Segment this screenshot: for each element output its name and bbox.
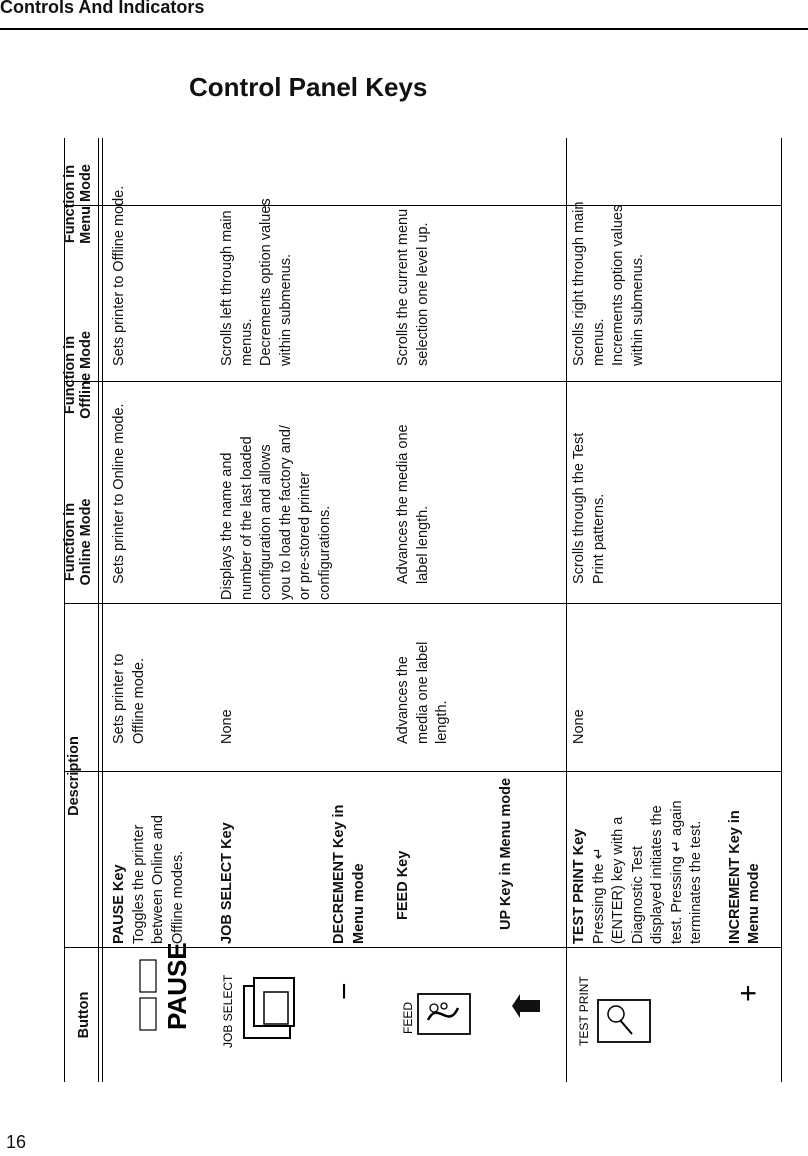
description-line: (ENTER) key with a [610, 816, 626, 944]
pause-key-title: PAUSE Key [111, 864, 127, 944]
row-rule [64, 205, 782, 206]
test-print-key-title: TEST PRINT Key [571, 828, 587, 944]
header-menu-line: Function in [62, 164, 78, 244]
cell-line: Sets printer to [111, 653, 127, 744]
job-select-menu [218, 198, 296, 366]
cell-line: selection one level up. [414, 222, 431, 366]
row-rule [64, 381, 782, 382]
cell-line: Scrolls the current menu [395, 208, 411, 366]
description-line: terminates the test. [688, 820, 704, 944]
minus-label: − [328, 982, 361, 1000]
pause-offline [110, 403, 130, 584]
section-title: Control Panel Keys [189, 72, 428, 102]
cell-line: None [219, 709, 235, 744]
decrement-key-title: DECREMENT Key in [331, 804, 347, 944]
test-print-menu [570, 202, 648, 366]
description-line: displayed initiates the [649, 805, 665, 944]
test-print-offline [570, 433, 609, 584]
pause-online [110, 654, 149, 744]
cell-line: Increments option values [610, 204, 626, 366]
cell-line: Offline mode. [130, 658, 147, 744]
cell-line: configurations. [316, 505, 333, 600]
page-number: 16 [6, 1132, 27, 1152]
up-title-block [497, 778, 517, 930]
test-print-button-icon [574, 976, 774, 1054]
description-line: Pressing the ↵ [590, 847, 607, 944]
feed-menu [394, 209, 433, 366]
feed-title-block [394, 851, 414, 920]
cell-line: Scrolls left through main [219, 210, 235, 366]
column-rule [98, 138, 99, 1082]
cell-line: menus. [238, 318, 255, 366]
feed-offline [394, 424, 433, 584]
description-line: test. Pressing ↵ again [668, 800, 685, 944]
header-button [64, 948, 104, 1082]
header-menu [58, 138, 98, 270]
cell-line: length. [434, 700, 450, 744]
row-rule [64, 603, 782, 604]
header-button-label: Button [76, 991, 92, 1039]
header-rule [0, 28, 808, 30]
job-select-title-block [218, 822, 238, 944]
cell-line: Sets printer to Online mode. [111, 403, 127, 584]
description-line: Offline modes. [169, 850, 186, 944]
plus-label: + [732, 984, 765, 1002]
cell-line: within submenus. [629, 253, 646, 366]
cell-line: media one label [414, 641, 431, 744]
cell-line: Print patterns. [590, 493, 607, 584]
header-offline-line: Offline Mode [78, 331, 94, 419]
cell-line: None [571, 709, 587, 744]
job-select-key-title: JOB SELECT Key [219, 822, 235, 944]
pause-menu [110, 186, 130, 366]
header-menu-line: Menu Mode [78, 164, 94, 244]
cell-line: Sets printer to Offline mode. [111, 185, 127, 366]
feed-label: FEED [401, 1001, 415, 1034]
page-header: Controls And Indicators [0, 0, 205, 17]
group-rule [566, 138, 567, 1082]
cell-line: or pre-stored printer [297, 471, 313, 600]
pause-description [110, 815, 188, 944]
job-select-label: JOB SELECT [221, 974, 235, 1048]
pause-label: PAUSE [162, 942, 192, 1030]
cell-line: Displays the name and [219, 452, 235, 600]
header-online-line: Online Mode [78, 498, 94, 586]
description-line: Diagnostic Test [629, 845, 646, 944]
job-select-offline [218, 425, 335, 600]
pause-button-icon [102, 940, 198, 1030]
header-online [58, 480, 98, 604]
header-online-line: Function in [62, 502, 78, 582]
description-line: Toggles the printer [130, 824, 147, 944]
cell-line: Scrolls right through main [571, 201, 587, 366]
feed-button-icon [398, 990, 558, 1040]
header-description [54, 604, 94, 948]
header-description-label: Description [66, 736, 82, 816]
test-print-online [570, 709, 590, 744]
cell-line: Decrements option values [258, 198, 274, 366]
decrement-title-block [330, 805, 369, 944]
row-rule [64, 771, 782, 772]
cell-line: menus. [590, 318, 607, 366]
description-line: between Online and [150, 815, 166, 944]
test-print-description [570, 800, 765, 944]
job-select-button-icon [212, 968, 361, 1048]
cell-line: configuration and allows [258, 444, 274, 600]
increment-key-title: Menu mode [746, 863, 762, 944]
test-print-label: TEST PRINT [577, 976, 591, 1046]
job-select-online [218, 709, 238, 744]
header-offline-line: Function in [62, 335, 78, 415]
cell-line: Advances the media one [395, 424, 411, 584]
increment-key-title: INCREMENT Key in [726, 810, 743, 944]
cell-line: within submenus. [277, 253, 294, 366]
cell-line: Scrolls through the Test [571, 432, 587, 584]
feed-online [394, 642, 453, 744]
cell-line: label length. [414, 505, 431, 584]
up-key-title: UP Key in Menu mode [498, 777, 514, 930]
cell-line: you to load the factory and/ [277, 425, 294, 600]
header-offline [58, 270, 98, 480]
feed-key-title: FEED Key [395, 850, 411, 920]
decrement-key-title: Menu mode [350, 863, 367, 944]
cell-line: Advances the [395, 656, 411, 744]
cell-line: number of the last loaded [238, 436, 255, 600]
